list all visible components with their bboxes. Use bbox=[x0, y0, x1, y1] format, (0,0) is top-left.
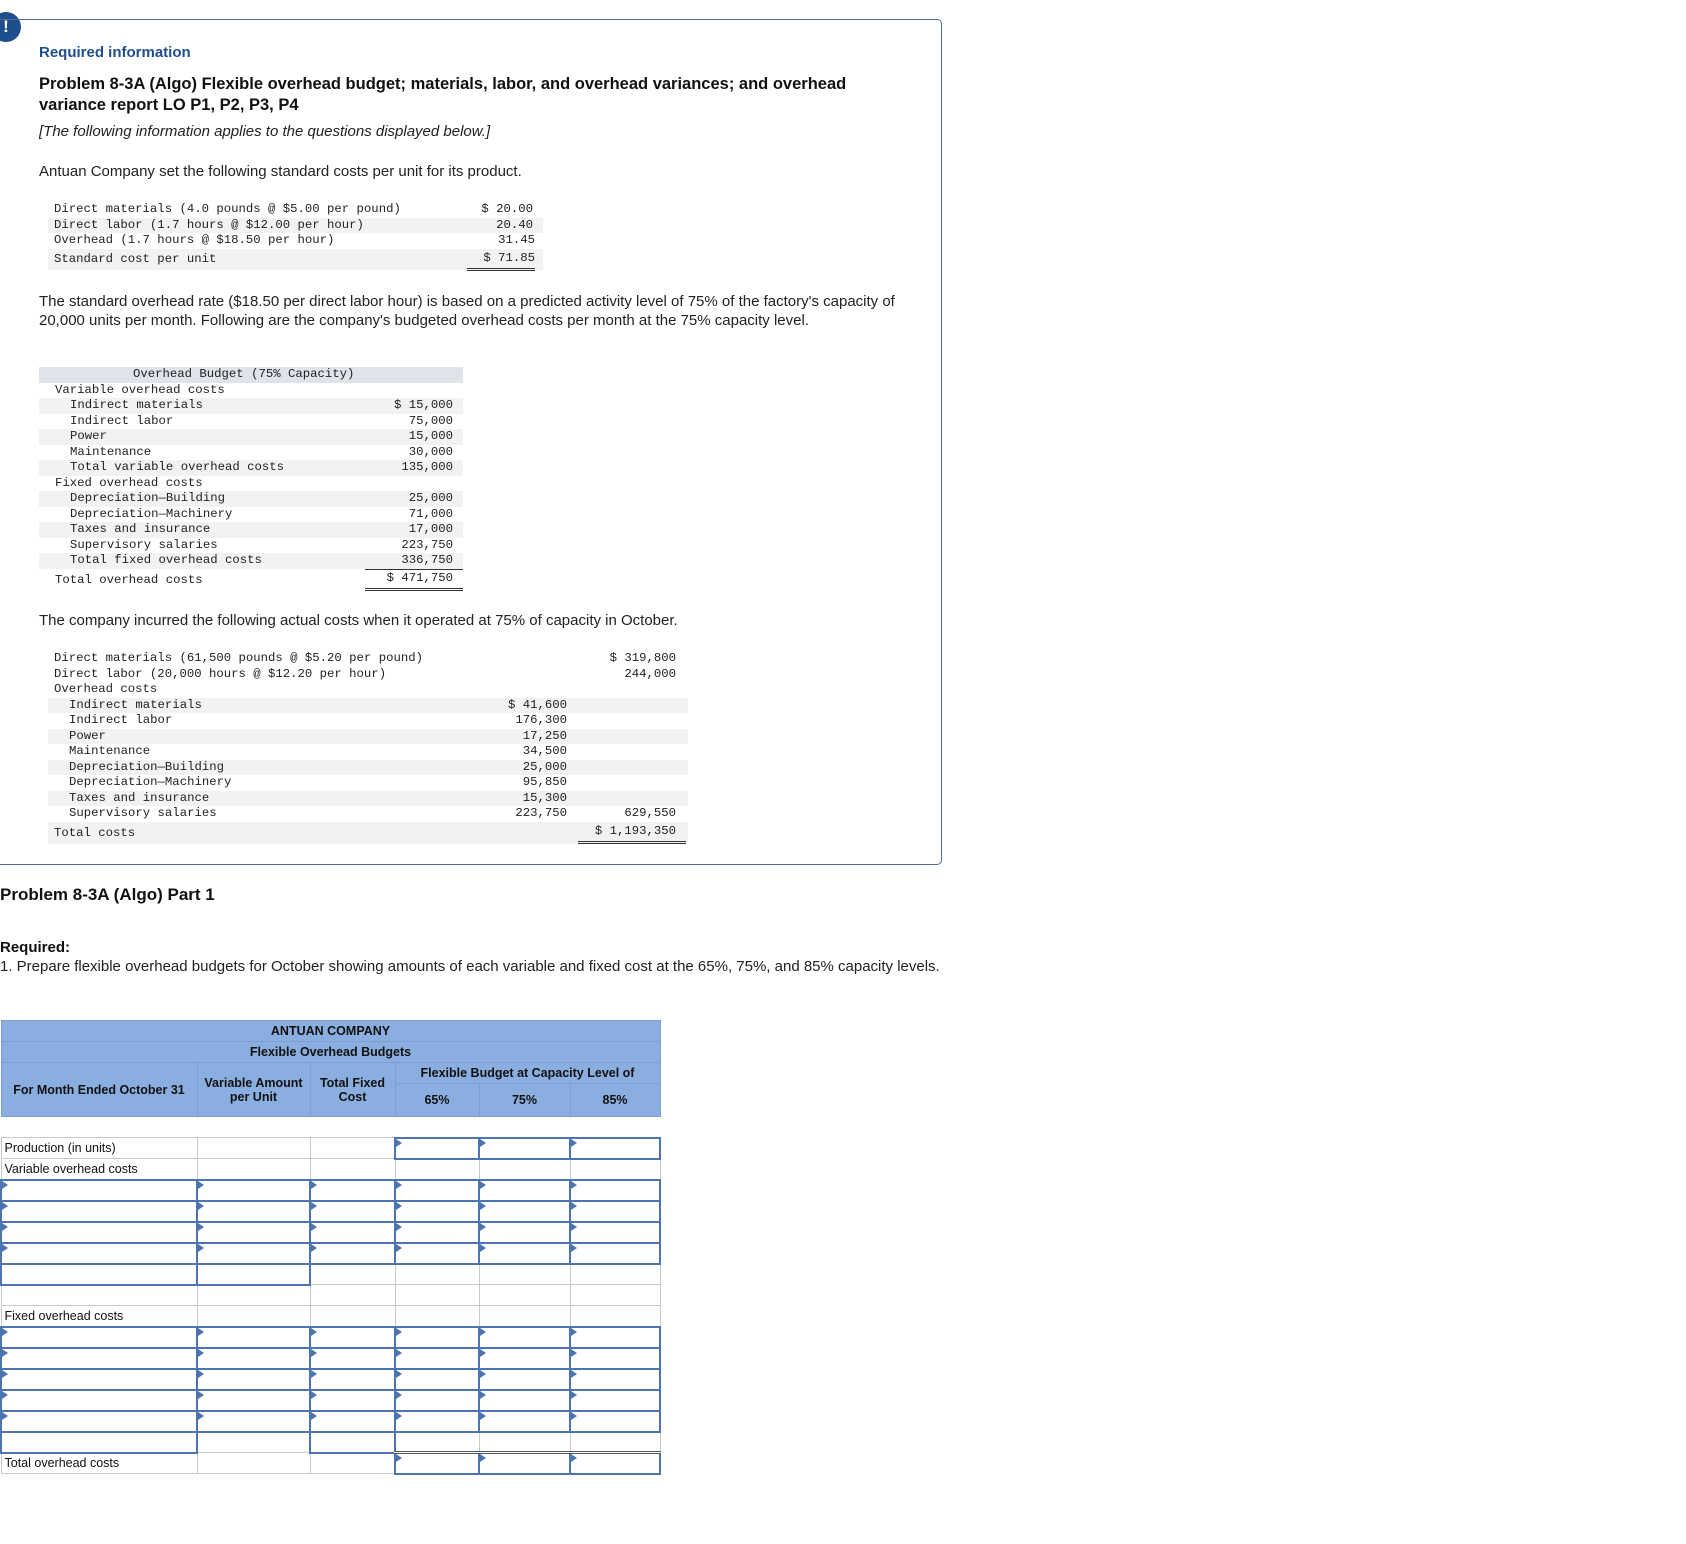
flex-heading: Flexible Budget at Capacity Level of bbox=[395, 1063, 660, 1084]
table-row bbox=[1, 1243, 660, 1264]
table-row: Depreciation—Building 25,000 bbox=[39, 491, 463, 507]
table-row bbox=[1, 1222, 660, 1243]
row-variable-heading bbox=[1, 1159, 660, 1180]
amount-75-input[interactable] bbox=[479, 1243, 570, 1264]
row-total-overhead bbox=[1, 1453, 660, 1474]
overhead-budget-title: Overhead Budget (75% Capacity) bbox=[133, 367, 355, 381]
overhead-budget-table bbox=[39, 367, 463, 591]
col-total-fixed: Total Fixed Cost bbox=[310, 1063, 395, 1117]
amount-75-input[interactable] bbox=[479, 1327, 570, 1348]
variable-rate-input[interactable] bbox=[197, 1201, 310, 1222]
variable-item-select[interactable] bbox=[1, 1243, 197, 1264]
table-row: Fixed overhead costs bbox=[55, 475, 203, 490]
variable-heading-label: Variable overhead costs bbox=[1, 1159, 197, 1180]
production-label: Production (in units) bbox=[1, 1138, 197, 1159]
fixed-total-cost-input[interactable] bbox=[310, 1432, 395, 1453]
table-row bbox=[1, 1180, 660, 1201]
row-fixed-total bbox=[1, 1432, 660, 1453]
amount-85-input[interactable] bbox=[570, 1201, 660, 1222]
amount-85-input[interactable] bbox=[570, 1243, 660, 1264]
table-row: Total fixed overhead costs 336,750 bbox=[39, 553, 463, 569]
table-row: Taxes and insurance 17,000 bbox=[39, 522, 463, 538]
row-fixed-heading bbox=[1, 1306, 660, 1327]
table-row bbox=[1, 1390, 660, 1411]
problem-title: Problem 8-3A (Algo) Flexible overhead budget; materials, labor, and overhead variances; and overhead variance report LO P1, P2, P3, P4 bbox=[39, 75, 847, 114]
fixed-cost-input[interactable] bbox=[310, 1201, 395, 1222]
variable-rate-input[interactable] bbox=[197, 1390, 310, 1411]
fixed-cost-input[interactable] bbox=[310, 1222, 395, 1243]
amount-65-input[interactable] bbox=[395, 1222, 479, 1243]
amount-75-input[interactable] bbox=[479, 1222, 570, 1243]
part-title: Problem 8-3A (Algo) Part 1 bbox=[0, 885, 215, 904]
col-variable-per-unit: Variable Amount per Unit bbox=[197, 1063, 310, 1117]
fixed-cost-input[interactable] bbox=[310, 1390, 395, 1411]
variable-rate-input[interactable] bbox=[197, 1243, 310, 1264]
amount-85-input[interactable] bbox=[570, 1390, 660, 1411]
col-level-85: 85% bbox=[570, 1084, 660, 1117]
flexible-budget-worksheet bbox=[0, 1020, 661, 1475]
actual-costs-table bbox=[48, 651, 688, 844]
row-variable-total bbox=[1, 1264, 660, 1285]
amount-85-input[interactable] bbox=[570, 1180, 660, 1201]
actual-costs-intro: The company incurred the following actual costs when it operated at 75% of capacity in October. bbox=[39, 612, 678, 629]
production-85-input[interactable] bbox=[570, 1138, 660, 1159]
amount-65-input[interactable] bbox=[395, 1348, 479, 1369]
table-row: Variable overhead costs bbox=[55, 382, 225, 397]
table-row: Indirect materials $ 41,600 bbox=[48, 698, 688, 714]
variable-rate-input[interactable] bbox=[197, 1327, 310, 1348]
fixed-cost-input[interactable] bbox=[310, 1348, 395, 1369]
required-text: 1. Prepare flexible overhead budgets for October showing amounts of each variable and fixed cost at the 65%, 75%, and 85% capacity levels. bbox=[0, 958, 940, 975]
variable-rate-input[interactable] bbox=[197, 1222, 310, 1243]
company-name: ANTUAN COMPANY bbox=[1, 1021, 660, 1042]
applies-note: [The following information applies to the questions displayed below.] bbox=[39, 123, 491, 140]
variable-total-label-input[interactable] bbox=[1, 1264, 197, 1285]
table-row: Depreciation—Building 25,000 bbox=[48, 760, 688, 776]
fixed-cost-input[interactable] bbox=[310, 1180, 395, 1201]
amount-75-input[interactable] bbox=[479, 1411, 570, 1432]
table-row: Overhead (1.7 hours @ $18.50 per hour) 31.45 bbox=[48, 233, 543, 249]
amount-85-input[interactable] bbox=[570, 1411, 660, 1432]
table-row bbox=[1, 1327, 660, 1348]
amount-65-input[interactable] bbox=[395, 1411, 479, 1432]
amount-65-input[interactable] bbox=[395, 1369, 479, 1390]
col-level-75: 75% bbox=[479, 1084, 570, 1117]
alert-icon: ! bbox=[0, 12, 21, 42]
total-75-input[interactable] bbox=[479, 1453, 570, 1474]
variable-total-rate-input[interactable] bbox=[197, 1264, 310, 1285]
amount-65-input[interactable] bbox=[395, 1180, 479, 1201]
amount-75-input[interactable] bbox=[479, 1348, 570, 1369]
table-row: Total overhead costs $ 471,750 bbox=[39, 569, 463, 591]
variable-rate-input[interactable] bbox=[197, 1411, 310, 1432]
table-row bbox=[1, 1201, 660, 1222]
fixed-cost-input[interactable] bbox=[310, 1411, 395, 1432]
fixed-cost-input[interactable] bbox=[310, 1369, 395, 1390]
col-period: For Month Ended October 31 bbox=[1, 1063, 197, 1117]
amount-65-input[interactable] bbox=[395, 1390, 479, 1411]
table-row bbox=[39, 367, 463, 383]
table-row: Direct materials (61,500 pounds @ $5.20 per pound) $ 319,800 bbox=[54, 651, 676, 665]
amount-65-input[interactable] bbox=[395, 1243, 479, 1264]
table-row: Taxes and insurance 15,300 bbox=[48, 791, 688, 807]
fixed-cost-input[interactable] bbox=[310, 1243, 395, 1264]
table-row: Depreciation—Machinery 95,850 bbox=[69, 775, 567, 789]
amount-65-input[interactable] bbox=[395, 1327, 479, 1348]
table-row: Maintenance 34,500 bbox=[69, 744, 567, 758]
table-row bbox=[1, 1411, 660, 1432]
variable-rate-input[interactable] bbox=[197, 1369, 310, 1390]
table-row: Power 15,000 bbox=[39, 429, 463, 445]
fixed-item-select[interactable] bbox=[1, 1348, 197, 1369]
fixed-total-label-input[interactable] bbox=[1, 1432, 197, 1453]
amount-85-input[interactable] bbox=[570, 1222, 660, 1243]
table-row: Standard cost per unit $ 71.85 bbox=[48, 249, 543, 270]
total-85-input[interactable] bbox=[570, 1453, 660, 1474]
spacer bbox=[1, 1117, 660, 1138]
table-row: Supervisory salaries 223,750 bbox=[39, 538, 463, 554]
fixed-item-select[interactable] bbox=[1, 1390, 197, 1411]
standard-costs-table bbox=[48, 202, 543, 270]
variable-rate-input[interactable] bbox=[197, 1180, 310, 1201]
amount-85-input[interactable] bbox=[570, 1327, 660, 1348]
amount-65-input[interactable] bbox=[395, 1201, 479, 1222]
table-row: Total costs $ 1,193,350 bbox=[48, 822, 688, 844]
table-row: Indirect labor 176,300 bbox=[69, 713, 567, 727]
fixed-cost-input[interactable] bbox=[310, 1327, 395, 1348]
variable-rate-input[interactable] bbox=[197, 1348, 310, 1369]
table-row: Overhead costs bbox=[54, 682, 158, 696]
total-65-input[interactable] bbox=[395, 1453, 479, 1474]
total-overhead-label: Total overhead costs bbox=[1, 1453, 197, 1474]
variable-item-select[interactable] bbox=[1, 1201, 197, 1222]
amount-75-input[interactable] bbox=[479, 1201, 570, 1222]
required-heading: Required: bbox=[0, 939, 71, 956]
fixed-item-select[interactable] bbox=[1, 1369, 197, 1390]
intro-text: Antuan Company set the following standard costs per unit for its product. bbox=[39, 163, 522, 180]
table-row: Indirect labor 75,000 bbox=[70, 413, 453, 428]
variable-item-select[interactable] bbox=[1, 1180, 197, 1201]
table-row: Depreciation—Machinery 71,000 bbox=[70, 506, 453, 521]
fixed-heading-label: Fixed overhead costs bbox=[1, 1306, 197, 1327]
table-row: Direct labor (1.7 hours @ $12.00 per hour) 20.40 bbox=[48, 218, 543, 234]
table-row: Supervisory salaries 223,750 629,550 bbox=[48, 806, 688, 822]
worksheet-subtitle: Flexible Overhead Budgets bbox=[1, 1042, 660, 1063]
amount-85-input[interactable] bbox=[570, 1348, 660, 1369]
overhead-rate-paragraph: The standard overhead rate ($18.50 per direct labor hour) is based on a predicted activity level of 75% of the factory's capacity of 20,000 units per month. Following are the company's budgeted overhead costs per month at the 75% capacity level. bbox=[39, 293, 895, 329]
amount-75-input[interactable] bbox=[479, 1180, 570, 1201]
spacer-row bbox=[1, 1285, 660, 1306]
fixed-item-select[interactable] bbox=[1, 1411, 197, 1432]
amount-75-input[interactable] bbox=[479, 1390, 570, 1411]
table-row bbox=[1, 1348, 660, 1369]
table-row: Direct materials (4.0 pounds @ $5.00 per pound) $ 20.00 bbox=[54, 202, 533, 216]
variable-item-select[interactable] bbox=[1, 1222, 197, 1243]
amount-75-input[interactable] bbox=[479, 1369, 570, 1390]
table-row bbox=[1, 1369, 660, 1390]
table-row: Direct labor (20,000 hours @ $12.20 per hour) 244,000 bbox=[54, 666, 676, 681]
table-row: Total variable overhead costs 135,000 bbox=[39, 460, 463, 476]
table-row: Indirect materials $ 15,000 bbox=[39, 398, 463, 414]
fixed-item-select[interactable] bbox=[1, 1327, 197, 1348]
production-65-input[interactable] bbox=[395, 1138, 479, 1159]
required-information-heading: Required information bbox=[39, 44, 191, 61]
production-75-input[interactable] bbox=[479, 1138, 570, 1159]
amount-85-input[interactable] bbox=[570, 1369, 660, 1390]
col-level-65: 65% bbox=[395, 1084, 479, 1117]
table-row: Power 17,250 bbox=[48, 729, 688, 745]
table-row: Maintenance 30,000 bbox=[39, 445, 463, 461]
row-production bbox=[1, 1138, 660, 1159]
